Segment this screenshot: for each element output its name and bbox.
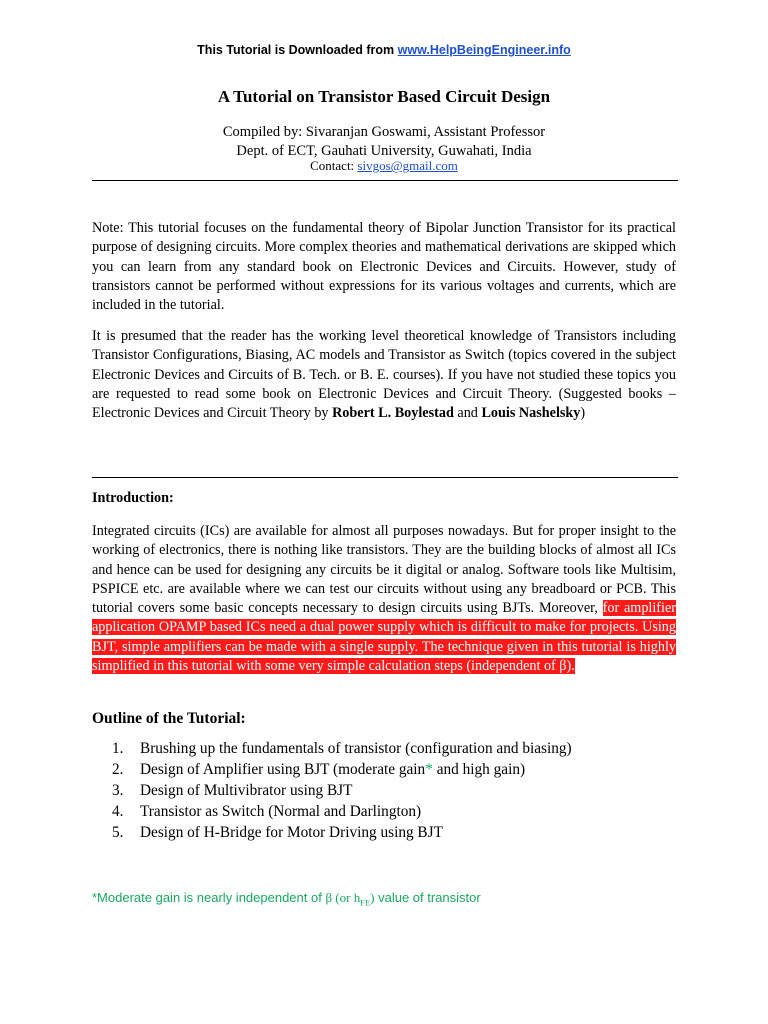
close-paren: )	[580, 405, 586, 422]
list-item	[112, 759, 572, 780]
contact-line	[0, 158, 768, 174]
note-paragraph: Note: This tutorial focuses on the fundamental theory of Bipolar Junction Transistor for its practical purpose of designing circuits. More complex theories and mathematical derivations are skipped which you can learn from any standard book on Electronic Devices and Circuits. However, study of transistors cannot be performed without expressions for its various voltages and currents, which are included in the tutorial.	[92, 220, 676, 314]
list-number: 4.	[112, 803, 124, 820]
footnote-star: *	[425, 761, 433, 778]
header-divider	[92, 180, 678, 181]
contact-email-link[interactable]: sivgos@gmail.com	[357, 158, 458, 173]
list-item	[112, 822, 572, 843]
introduction-text: Integrated circuits (ICs) are available for almost all purposes nowadays. But for proper insight to the working of electronics, there is nothing like transistors. They are the building blocks of almost all ICs and hence can be used for designing any circuits be it digital or analog. Software tools like Multisim, PSPICE etc. are available where we can test our circuits without using any breadboard or PCB. This tutorial covers some basic concepts necessary to design circuits using BJTs. Moreover,	[92, 523, 676, 617]
list-item-text: Design of Multivibrator using BJT	[140, 782, 353, 799]
list-item-text	[140, 759, 525, 780]
list-item	[112, 801, 572, 822]
list-number: 1.	[112, 740, 124, 757]
list-item-text: Brushing up the fundamentals of transistor (configuration and biasing)	[140, 740, 572, 757]
prerequisite-text: It is presumed that the reader has the working level theoretical knowledge of Transistors including Transistor Configurations, Biasing, AC models and Transistor as Switch (topics covered in the subject Electronic Devices and Circuits of B. Tech. or B. E. courses). If you have not studied these topics you are requested to read some book on Electronic Devices and Circuit Theory. (Suggested books – Electronic Devices and Circuit Theory by	[92, 328, 676, 422]
list-number: 2.	[112, 761, 124, 778]
list-item	[112, 780, 572, 801]
download-source-line	[0, 43, 768, 57]
author-nashelsky: Louis Nashelsky	[481, 405, 581, 422]
footnote-beta	[325, 890, 375, 908]
author-boylestad: Robert L. Boylestad	[332, 405, 454, 422]
footnote-beta-open: β (or h	[325, 890, 361, 905]
contact-label: Contact:	[310, 158, 358, 173]
list-number: 5.	[112, 824, 124, 841]
footnote-prefix: *Moderate gain is nearly independent of	[92, 890, 326, 905]
list-item-text: Transistor as Switch (Normal and Darlington)	[140, 803, 422, 820]
list-number: 3.	[112, 782, 124, 799]
list-item-text: Design of H-Bridge for Motor Driving using BJT	[140, 824, 443, 841]
author-line: Compiled by: Sivaranjan Goswami, Assistant Professor	[222, 124, 546, 140]
section-divider	[92, 477, 678, 478]
introduction-heading: Introduction:	[92, 490, 174, 506]
introduction-paragraph	[92, 522, 676, 676]
download-prefix: This Tutorial is Downloaded from	[197, 43, 398, 57]
prerequisite-paragraph	[92, 327, 676, 423]
footnote-close: )	[370, 890, 375, 905]
list-item-text-part: and high gain)	[432, 761, 526, 778]
department-line: Dept. of ECT, Gauhati University, Guwahati, India	[236, 143, 532, 159]
footnote-subscript: FE	[360, 897, 371, 908]
outline-list	[112, 738, 572, 843]
footnote-suffix: value of transistor	[374, 890, 481, 905]
page-title: A Tutorial on Transistor Based Circuit Design	[217, 87, 551, 106]
list-item-text-part: Design of Amplifier using BJT (moderate gain	[140, 761, 426, 778]
footnote	[92, 890, 481, 908]
and-text: and	[453, 405, 482, 422]
outline-heading: Outline of the Tutorial:	[92, 710, 246, 727]
highlighted-text: for amplifier application OPAMP based ICs need a dual power supply which is difficult to make for projects. Using BJT, simple amplifiers can be made with a single supply. The technique given in this tutorial is highly simplified in this tutorial with some very simple calculation steps (independent of β).	[92, 600, 676, 675]
list-item	[112, 738, 572, 759]
helpbeingengineer-link[interactable]: www.HelpBeingEngineer.info	[397, 43, 571, 57]
